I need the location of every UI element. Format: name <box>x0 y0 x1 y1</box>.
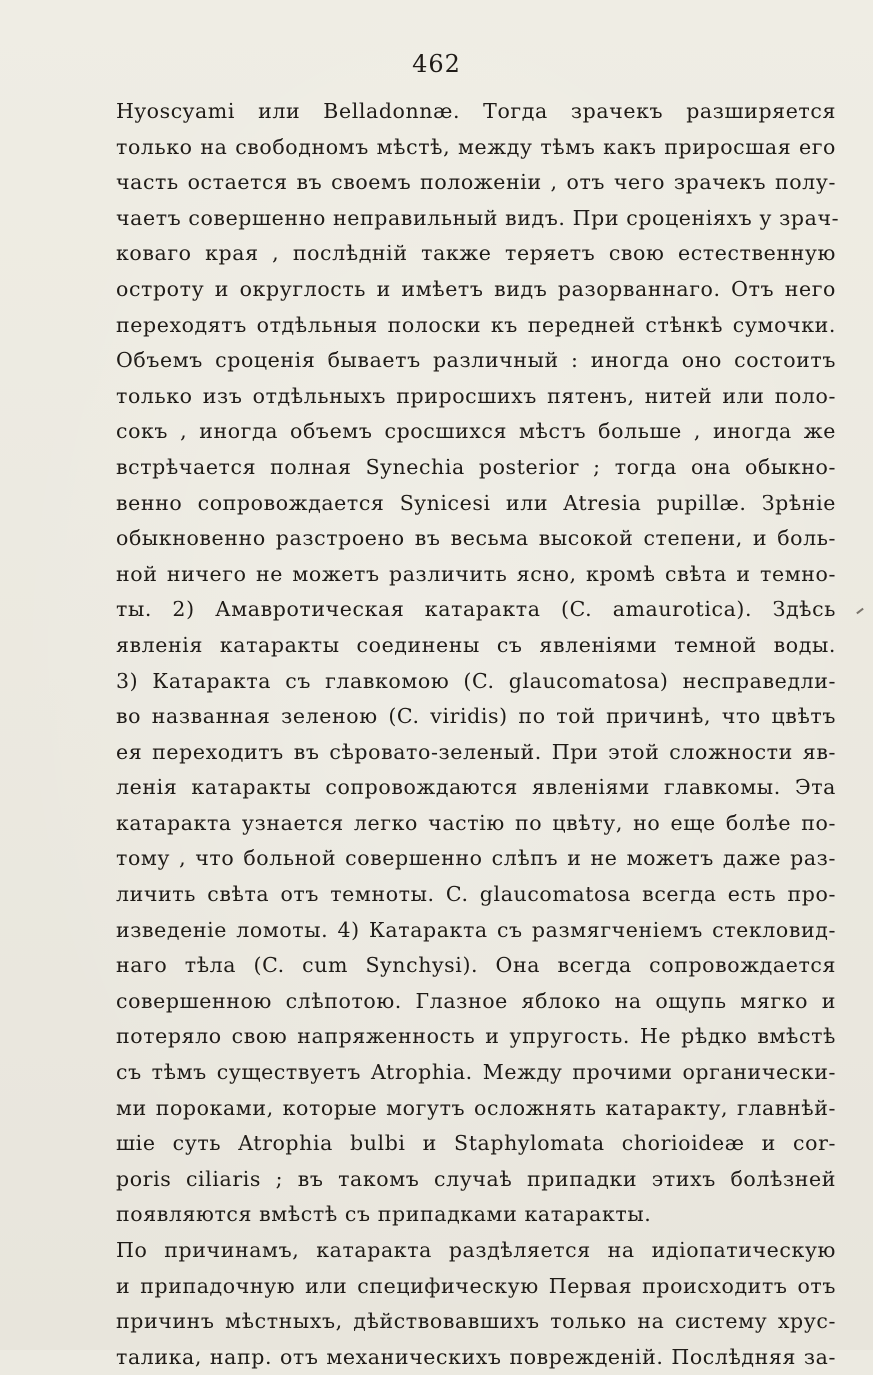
text-line-16: явленія катаракты соединены съ явленіями темной воды. <box>116 632 836 657</box>
text-line-8: Объемъ сроценія бываетъ различный : иногда оно состоитъ <box>116 348 836 373</box>
text-line-5: коваго края , послѣдній также теряетъ свою естественную <box>116 241 836 266</box>
text-line-10: сокъ , иногда объемъ сросшихся мѣстъ больше , иногда же <box>116 419 836 444</box>
text-line-9: только изъ отдѣльныхъ приросшихъ пятенъ, нитей или поло- <box>116 383 836 408</box>
text-line-36: талика, напр. отъ механическихъ поврежденій. Послѣдняя за- <box>116 1344 836 1369</box>
text-line-18: во названная зеленою (C. viridis) по той причинѣ, что цвѣтъ <box>116 704 836 729</box>
text-line-33: По причинамъ, катаракта раздѣляется на идіопатическую <box>116 1238 836 1262</box>
page-number: 462 <box>412 50 461 78</box>
text-line-19: ея переходитъ въ сѣровато-зеленый. При этой сложности яв- <box>116 739 836 764</box>
body-text <box>116 94 840 1375</box>
margin-mark <box>856 608 864 615</box>
text-line-2: только на свободномъ мѣстѣ, между тѣмъ какъ приросшая его <box>116 134 836 159</box>
text-line-21: катаракта узнается легко частію по цвѣту, но еще болѣе по- <box>116 810 836 835</box>
text-line-6: остроту и округлость и имѣетъ видъ разорваннаго. Отъ него <box>116 276 836 301</box>
text-line-7: переходятъ отдѣльныя полоски къ передней стѣнкѣ сумочки. <box>116 312 836 337</box>
text-line-13: обыкновенно разстроено въ весьма высокой степени, и боль- <box>116 526 836 551</box>
text-line-4: чаетъ совершенно неправильный видъ. При сроценіяхъ у зрач- <box>116 205 840 230</box>
text-line-24: изведеніе ломоты. 4) Катаракта съ размягченіемъ стекловид- <box>116 917 836 942</box>
text-line-29: ми пороками, которые могутъ осложнять катаракту, главнѣй- <box>116 1095 836 1120</box>
text-line-35: причинъ мѣстныхъ, дѣйствовавшихъ только на систему хрус- <box>116 1309 836 1334</box>
text-line-1: Hyoscyami или Belladonnæ. Тогда зрачекъ разширяется <box>116 99 836 123</box>
text-line-32: появляются вмѣстѣ съ припадками катаракты. <box>116 1202 652 1227</box>
text-line-22: тому , что больной совершенно слѣпъ и не можетъ даже раз- <box>116 846 836 871</box>
text-line-15: ты. 2) Амавротическая катаракта (C. amaurotica). Здѣсь <box>116 597 836 622</box>
text-line-30: шіе суть Atrophia bulbi и Staphylomata chorioideæ и cor- <box>116 1131 836 1156</box>
text-line-11: встрѣчается полная Synechia posterior ; тогда она обыкно- <box>116 454 836 479</box>
text-line-34: и припадочную или специфическую Первая происходитъ отъ <box>116 1273 836 1298</box>
text-line-27: потеряло свою напряженность и упругость. Не рѣдко вмѣстѣ <box>116 1024 836 1049</box>
text-line-28: съ тѣмъ существуетъ Atrophia. Между прочими органически- <box>116 1060 836 1085</box>
text-line-12: венно сопровождается Synicesi или Atresia pupillæ. Зрѣніе <box>116 490 836 515</box>
text-line-25: наго тѣла (C. cum Synchysi). Она всегда сопровождается <box>116 953 836 978</box>
text-line-23: личить свѣта отъ темноты. C. glaucomatosa всегда есть про- <box>116 882 836 907</box>
text-line-17: 3) Катаракта съ главкомою (C. glaucomatosa) несправедли- <box>116 668 836 693</box>
text-line-20: ленія катаракты сопровождаются явленіями главкомы. Эта <box>116 775 836 800</box>
text-line-3: часть остается въ своемъ положеніи , отъ чего зрачекъ полу- <box>116 170 836 195</box>
text-line-31: poris ciliaris ; въ такомъ случаѣ припадки этихъ болѣзней <box>116 1166 836 1191</box>
text-line-14: ной ничего не можетъ различить ясно, кромѣ свѣта и темно- <box>116 561 836 586</box>
text-line-26: совершенною слѣпотою. Глазное яблоко на ощупь мягко и <box>116 988 836 1013</box>
